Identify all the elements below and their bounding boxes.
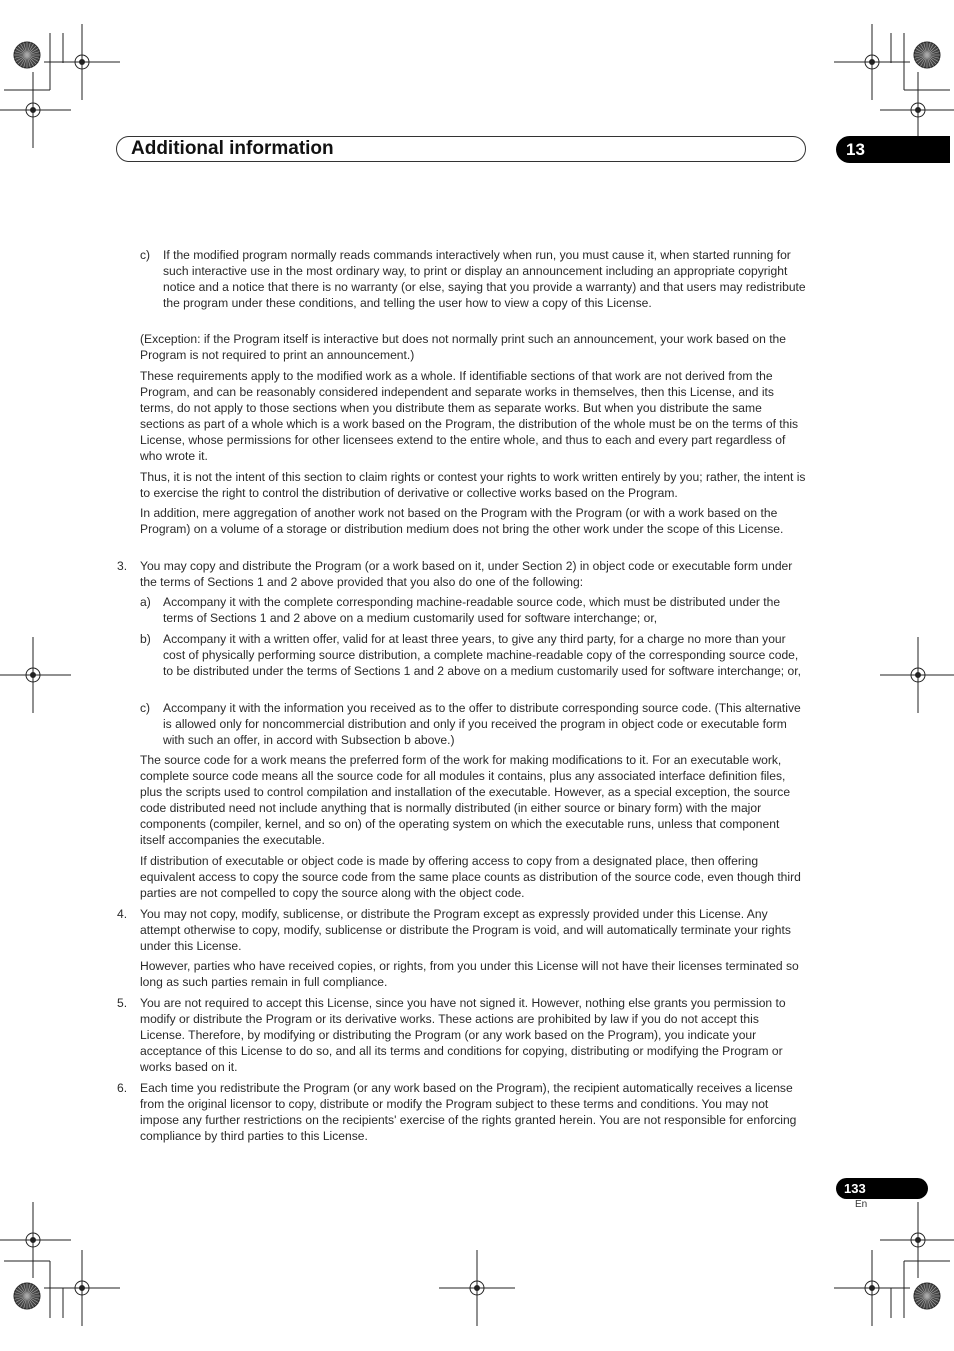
page-number: 133 xyxy=(844,1181,866,1196)
list-marker: b) xyxy=(140,632,151,646)
crosshair-dot xyxy=(475,1286,480,1291)
page-title: Additional information xyxy=(131,138,334,159)
crosshair-dot xyxy=(80,1286,85,1291)
list-marker: 3. xyxy=(117,559,128,573)
paragraph: You may not copy, modify, sublicense, or distribute the Program except as expressly provided under this License. Any attempt otherwise to copy, modify, sublicense or distribute the Program is void, and will automatically terminate your rights under this License. xyxy=(140,907,791,954)
paragraph: Thus, it is not the intent of this section to claim rights or contest your rights to work written entirely by you; rather, the intent is to exercise the right to control the distribution of derivative or collective works based on the Program. xyxy=(140,470,806,501)
crosshair-dot xyxy=(916,108,921,113)
paragraph: These requirements apply to the modified work as a whole. If identifiable sections of that work are not derived from the Program, and can be reasonably considered independent and separate works in themselves, then this License, and its terms, do not apply to those sections when you distribute them as separate works. But when you distribute the same sections as part of a whole which is a work based on the Program, the distribution of the whole must be on the terms of this License, whose permissions for other licensees extend to the entire whole, and thus to each and every part regardless of who wrote it. xyxy=(140,369,799,464)
crosshair-dot xyxy=(870,60,875,65)
paragraph: In addition, mere aggregation of another work not based on the Program with the Program (or with a work based on the Program) on a volume of a storage or distribution medium does not bring the other work under the scope of this License. xyxy=(140,506,784,537)
paragraph: However, parties who have received copies, or rights, from you under this License will not have their licenses terminated so long as such parties remain in full compliance. xyxy=(140,959,799,990)
paragraph: (Exception: if the Program itself is interactive but does not normally print such an announcement, your work based on the Program is not required to print an announcement.) xyxy=(140,332,787,363)
paragraph: Accompany it with the complete corresponding machine-readable source code, which must be distributed under the terms of Sections 1 and 2 above on a medium customarily used for software interchange; or, xyxy=(163,595,781,626)
list-marker: c) xyxy=(140,248,151,262)
paragraph: Accompany it with a written offer, valid for at least three years, to give any third party, for a charge no more than your cost of physically performing source distribution, a complete machine-readable copy of the corresponding source code, to be distributed under the terms of Sections 1 and 2 above on a medium customarily used for software interchange; or, xyxy=(163,632,801,679)
paragraph: If distribution of executable or object code is made by offering access to copy from a designated place, then offering equivalent access to copy the source code from the same place counts as distribution of the source code, even though third parties are not compelled to copy the source along with the object code. xyxy=(140,854,801,901)
crosshair-dot xyxy=(916,673,921,678)
list-marker: 6. xyxy=(117,1081,128,1095)
chapter-number: 13 xyxy=(846,140,865,159)
language-code: En xyxy=(855,1199,868,1210)
paragraph: Each time you redistribute the Program (or any work based on the Program), the recipient automatically receives a license from the original licensor to copy, distribute or modify the Program subject to these terms and conditions. You may not impose any further restrictions on the recipients' exercise of the rights granted herein. You are not responsible for enforcing compliance by third parties to this License. xyxy=(140,1081,797,1144)
paragraph: Accompany it with the information you received as to the offer to distribute corresponding source code. (This alternative is allowed only for noncommercial distribution and only if you received the program in object code or executable form with such an offer, in accord with Subsection b above.) xyxy=(163,701,801,748)
list-marker: 4. xyxy=(117,907,128,921)
paragraph: You may copy and distribute the Program (or a work based on it, under Section 2) in object code or executable form under the terms of Sections 1 and 2 above provided that you also do one of the following: xyxy=(140,559,793,590)
paragraph: If the modified program normally reads commands interactively when run, you must cause it, when started running for such interactive use in the most ordinary way, to print or display an announcement including an appropriate copyright notice and a notice that there is no warranty (or else, saying that you provide a warranty) and that users may redistribute the program under these conditions, and telling the user how to view a copy of this License. xyxy=(163,248,806,311)
crosshair-dot xyxy=(80,60,85,65)
crosshair-dot xyxy=(916,1238,921,1243)
crosshair-dot xyxy=(31,673,36,678)
paragraph: The source code for a work means the preferred form of the work for making modifications to it. For an executable work, complete source code means all the source code for all modules it contains, plus any associated interface definition files, plus the scripts used to control compilation and installation of the executable. However, as a special exception, the source code distributed need not include anything that is normally distributed (in either source or binary form) with the major components (compiler, kernel, and so on) of the operating system on which the executable runs, unless that component itself accompanies the executable. xyxy=(140,753,791,848)
list-marker: 5. xyxy=(117,996,128,1010)
crosshair-dot xyxy=(31,108,36,113)
list-marker: a) xyxy=(140,595,151,609)
paragraph: You are not required to accept this License, since you have not signed it. However, nothing else grants you permission to modify or distribute the Program or its derivative works. These actions are prohibited by law if you do not accept this License. Therefore, by modifying or distributing the Program (or any work based on the Program), you indicate your acceptance of this License to do so, and all its terms and conditions for copying, distributing or modifying the Program or works based on it. xyxy=(140,996,786,1075)
list-marker: c) xyxy=(140,701,151,715)
crosshair-dot xyxy=(31,1238,36,1243)
crosshair-dot xyxy=(870,1286,875,1291)
